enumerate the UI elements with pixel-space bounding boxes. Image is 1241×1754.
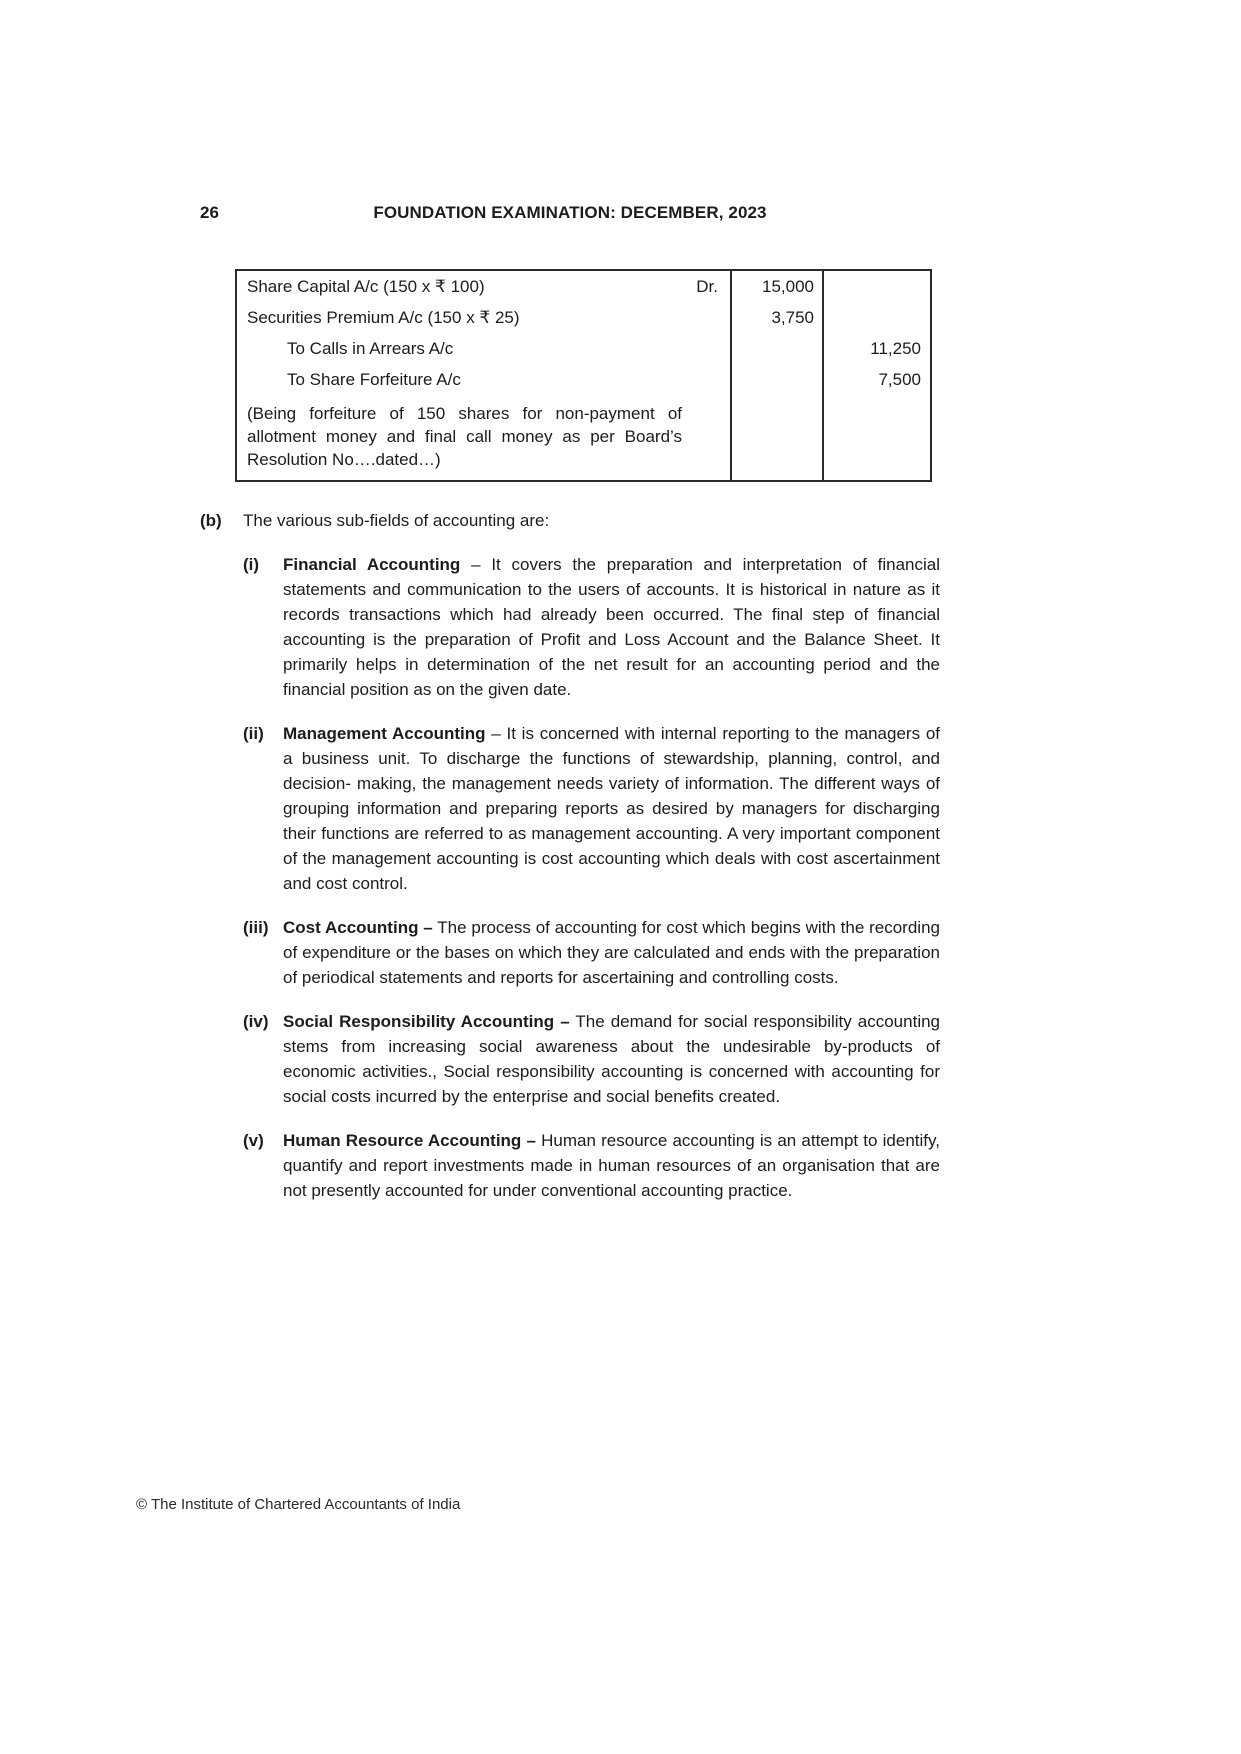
item-title: Management Accounting [283,724,486,743]
cell-narration: (Being forfeiture of 150 shares for non-payment of allotment money and final call money as per Board’s Resolution No….dated…) [247,404,682,469]
cell-credit-amount: 7,500 [822,364,930,395]
cell-particulars [237,364,730,395]
cell-particulars [237,302,730,333]
page-content [200,203,940,1203]
list-item [243,552,940,702]
cell-particulars [237,271,730,302]
item-title: Human Resource Accounting – [283,1131,536,1150]
cell-particulars [237,333,730,364]
item-text: – It covers the preparation and interpretation of financial statements and communication to the users of accounts. It is historical in nature as it records transactions which had already been occurred. The final step of financial accounting is the preparation of Profit and Loss Account and the Balance Sheet. It primarily helps in determination of the net result for an accounting period and the financial position as on the given date. [283,555,940,699]
item-number: (iv) [243,1012,269,1031]
item-number: (iii) [243,918,269,937]
particulars-text: To Share Forfeiture A/c [287,370,461,389]
item-title: Cost Accounting – [283,918,433,937]
item-number: (ii) [243,724,264,743]
page-title: FOUNDATION EXAMINATION: DECEMBER, 2023 [373,203,767,222]
list-item [243,915,940,990]
section-intro-row [200,508,940,533]
item-text: Human resource accounting is an attempt to identify, quantify and report investments made in human resources of an organisation that are not presently accounted for under conventional accounting practice. [283,1131,940,1200]
list-item [243,1009,940,1109]
page-header [200,203,940,227]
item-body [283,721,940,896]
particulars-text: To Calls in Arrears A/c [287,339,454,358]
footer-copyright: © The Institute of Chartered Accountants of India [136,1496,461,1513]
page-number: 26 [200,203,219,222]
section-intro-text: The various sub-fields of accounting are: [243,511,550,530]
item-number: (i) [243,555,260,574]
dr-indicator [710,369,718,390]
item-body [283,915,940,990]
journal-entry-table [235,269,932,482]
item-body [283,1128,940,1203]
particulars-text: Securities Premium A/c (150 x ₹ 25) [247,308,520,327]
section-b [200,508,940,1203]
dr-indicator: Dr. [696,277,718,296]
item-title: Social Responsibility Accounting – [283,1012,570,1031]
item-text: The demand for social responsibility accounting stems from increasing social awareness about the undesirable by-products of economic activities., Social responsibility accounting is concerned with accounting for social costs incurred by the enterprise and social benefits created. [283,1012,941,1106]
item-number: (v) [243,1131,264,1150]
particulars-text: Share Capital A/c (150 x ₹ 100) [247,277,485,296]
cell-debit-amount [730,395,822,480]
cell-credit-amount [822,302,930,333]
dr-indicator [710,307,718,328]
list-item [243,1128,940,1203]
item-text: The process of accounting for cost which begins with the recording of expenditure or the bases on which they are calculated and ends with the preparation of periodical statements and reports for ascertaining and controlling costs. [283,918,940,987]
list-item [243,721,940,896]
cell-credit-amount [822,395,930,480]
cell-debit-amount: 15,000 [730,271,822,302]
cell-debit-amount [730,333,822,364]
section-label: (b) [200,511,222,530]
item-body [283,552,940,702]
cell-debit-amount: 3,750 [730,302,822,333]
dr-indicator [710,338,718,359]
item-title: Financial Accounting [283,555,461,574]
item-text: – It is concerned with internal reporting to the managers of a business unit. To discharge the functions of stewardship, planning, control, and decision- making, the management needs variety of information. The different ways of grouping information and preparing reports as desired by managers for discharging their functions are referred to as management accounting. A very important component of the management accounting is cost accounting which deals with cost ascertainment and cost control. [283,724,940,893]
cell-debit-amount [730,364,822,395]
cell-credit-amount [822,271,930,302]
item-body [283,1009,940,1109]
cell-credit-amount: 11,250 [822,333,930,364]
